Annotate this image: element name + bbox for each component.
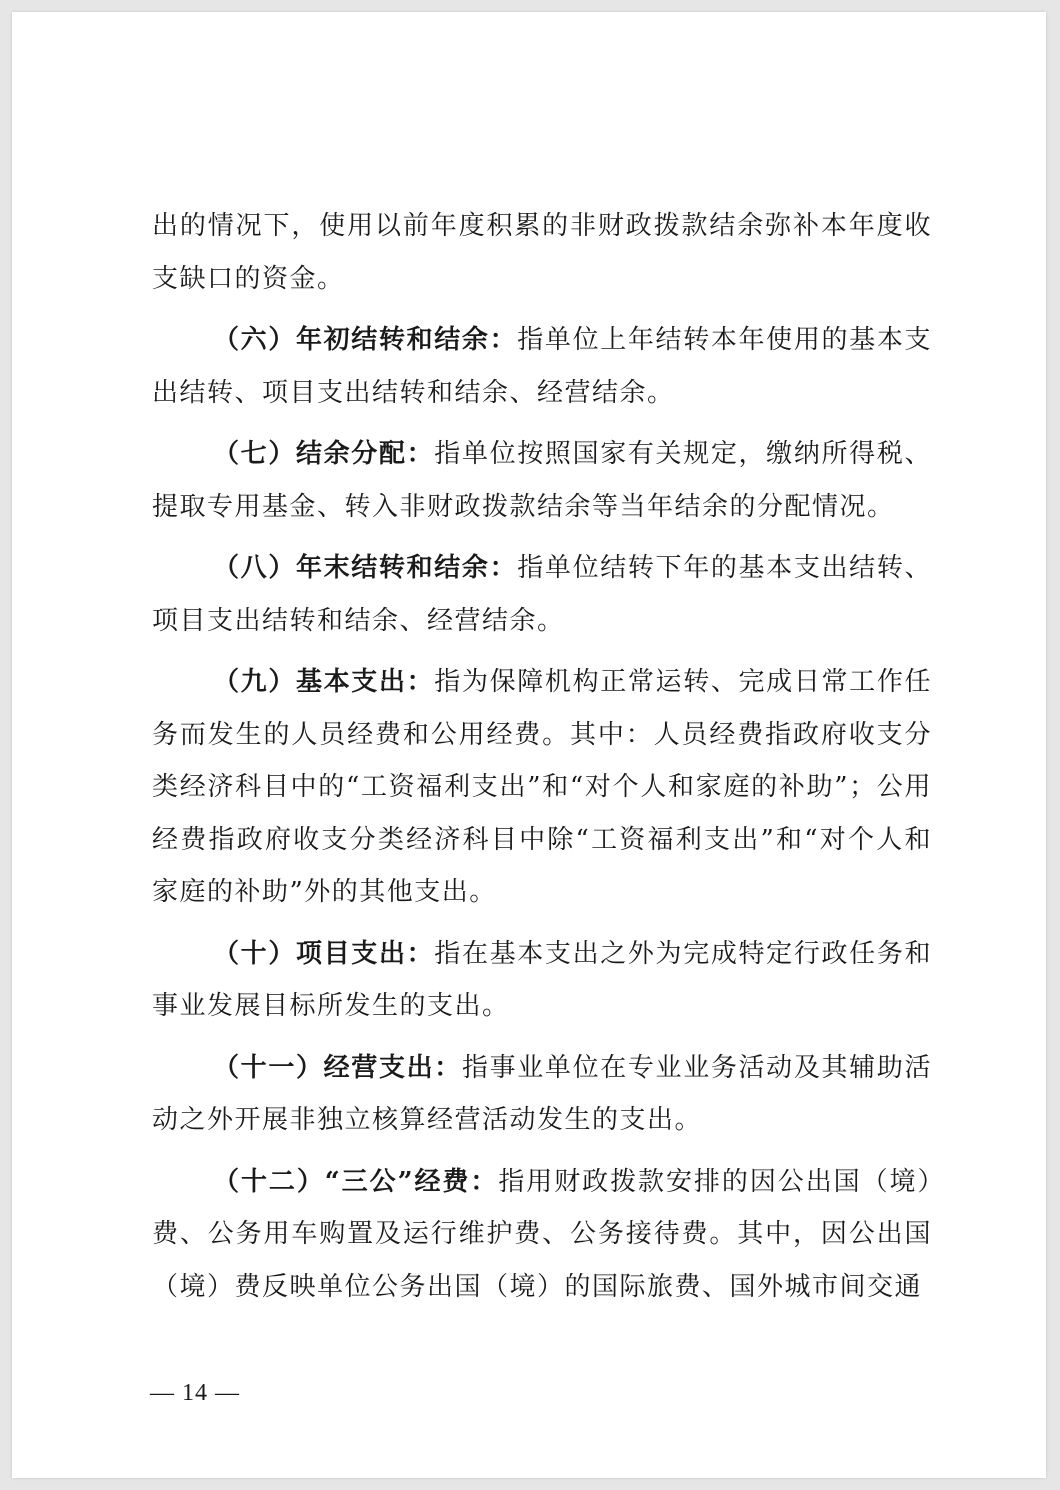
term-label: （九）基本支出： xyxy=(213,667,435,697)
paragraph-text: 指单位按照国家有关规定，缴纳所得税、提取专用基金、转入非财政拨款结余等当年结余的分配情况。 xyxy=(152,439,932,522)
term-label: （七）结余分配： xyxy=(213,439,435,469)
document-page xyxy=(12,12,1046,1478)
paragraph-8-year-end-carryover xyxy=(152,542,932,647)
term-label: （十二）“三公”经费： xyxy=(213,1166,499,1197)
term-label: （六）年初结转和结余： xyxy=(213,325,518,355)
paragraph-10-project-expenditure xyxy=(152,928,932,1033)
document-body xyxy=(152,200,932,1322)
paragraph-text: 指为保障机构正常运转、完成日常工作任务而发生的人员经费和公用经费。其中：人员经费指政府收支分类经济科目中的“工资福利支出”和“对个人和家庭的补助”；公用经费指政府收支分类经济科目中除“工资福利支出”和“对个人和家庭的补助”外的其他支出。 xyxy=(152,667,932,907)
paragraph-text: 指单位结转下年的基本支出结转、项目支出结转和结余、经营结余。 xyxy=(152,553,932,636)
term-label: （十一）经营支出： xyxy=(213,1052,462,1083)
paragraph-text: 指单位上年结转本年使用的基本支出结转、项目支出结转和结余、经营结余。 xyxy=(152,325,932,408)
term-label: （八）年末结转和结余： xyxy=(213,553,518,583)
paragraph-9-basic-expenditure xyxy=(152,656,932,919)
paragraph-text: 出的情况下，使用以前年度积累的非财政拨款结余弥补本年度收支缺口的资金。 xyxy=(152,211,932,294)
paragraph-text: 指用财政拨款安排的因公出国（境）费、公务用车购置及运行维护费、公务接待费。其中，因公出国（境）费反映单位公务出国（境）的国际旅费、国外城市间交通 xyxy=(152,1166,932,1302)
paragraph-11-operating-expenditure xyxy=(152,1042,932,1147)
paragraph-continued xyxy=(152,200,932,305)
paragraph-12-three-public-expenses xyxy=(152,1156,932,1314)
page-number: — 14 — xyxy=(150,1380,240,1406)
term-label: （十）项目支出： xyxy=(213,938,435,969)
paragraph-6-year-start-carryover xyxy=(152,314,932,419)
paragraph-7-surplus-distribution xyxy=(152,428,932,533)
paragraph-text: 指在基本支出之外为完成特定行政任务和事业发展目标所发生的支出。 xyxy=(152,938,932,1021)
paragraph-text: 指事业单位在专业业务活动及其辅助活动之外开展非独立核算经营活动发生的支出。 xyxy=(152,1052,932,1135)
